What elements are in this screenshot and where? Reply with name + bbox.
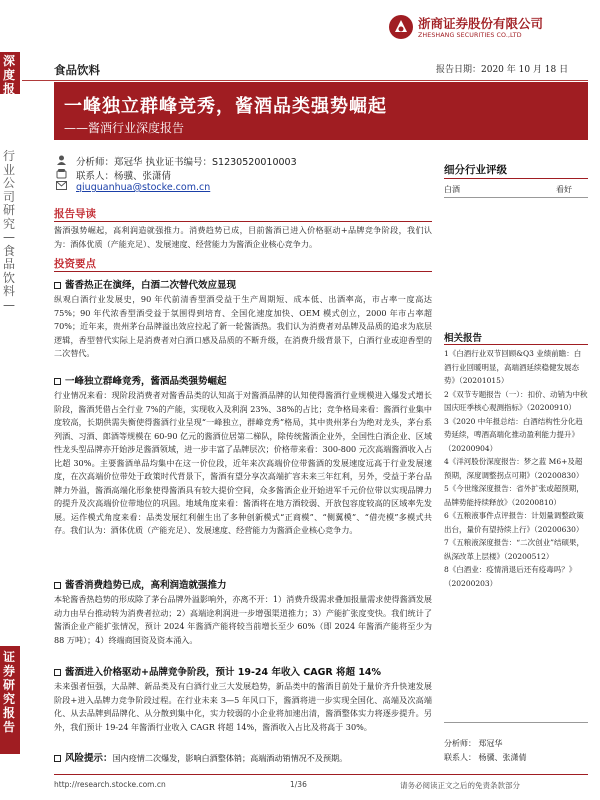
related-report-item[interactable]: 8《白酒业：疫情消退后还有疫毒吗？》（20200203）: [444, 565, 577, 588]
point-4-heading: [54, 664, 381, 678]
checkbox-icon: [54, 669, 61, 676]
brand-mark-icon: [388, 14, 414, 40]
point-1-text: 纵观白酒行业发展史，90 年代前清香型酒受益于生产周期短、成本低、出酒率高，市占率一度高达 75%；90 年代浓香型酒受益于氛围得到培育、全国化速度加快、OEM 模式创立，2000 年市占率超 70%；近年来，贵州茅台品牌溢出效应拉起了新一轮酱酒热。我们认为消费者对品牌及品质的追求为底层逻辑，香型替代实际上是消费者对白酒口感及品质的不断升级，在消费升级背景下，白酒行业或迎香型的二次替代。: [54, 294, 432, 358]
rating-title: 细分行业评级: [444, 164, 507, 176]
related-contact: 联系人： 杨骥、张潇倩: [444, 753, 527, 762]
related-report-item[interactable]: 4《洋河股份深度报告：梦之蓝 M6+及超预期，深度调整拐点可期》（20200830）: [444, 457, 584, 480]
related-reports-title: 相关报告: [444, 333, 483, 344]
side-tag: 深度报告: [3, 54, 16, 110]
related-report-item[interactable]: 3《2020 中年报总结：白酒结构性分化趋势延续，啤酒高端化推动盈利能力提升》（20200904）: [444, 416, 583, 453]
related-analyst: 分析师： 郑冠华: [444, 739, 503, 748]
footer-url-link[interactable]: http://research.stocke.com.cn: [54, 780, 166, 789]
mail-icon: [56, 181, 67, 190]
rating-value: 看好: [556, 185, 572, 194]
brand-name-cn: 浙商证券股份有限公司: [418, 16, 544, 31]
analyst-email-link[interactable]: qiuguanhua@stocke.com.cn: [76, 182, 211, 193]
point-4-title: 酱酒进入价格驱动+品牌竞争阶段，预计 19-24 年收入 CAGR 将超 14%: [65, 667, 382, 678]
point-1-heading: [54, 277, 236, 291]
footer-divider: [54, 774, 588, 775]
invest-divider: [54, 271, 432, 272]
rating-bottom-divider: [444, 197, 588, 198]
point-3-text: 本轮酱香热趋势的形成除了茅台品牌外溢影响外，亦离不开：1）消费升级需求叠加报量需求使得酱酒发展动力由早台推动转为消费者拉动；2）高端途利润进一步增强渠道推力；3）产能扩张度变快。我们统计了酱酒企业产能扩张情况，预计 2024 年酱酒产能将较当前增长至少 60%（即 2024 年酱酒产能将至少为 88 万吨）；4）终端商国资及资本涌入。: [54, 594, 432, 645]
report-title: 一峰独立群峰竞秀，酱酒品类强势崛起: [64, 96, 387, 117]
checkbox-icon: [54, 282, 61, 289]
disclaimer-note: 请务必阅读正文之后的免责条款部分: [400, 781, 520, 790]
risk-text: 国内疫情二次爆发，影响白酒整体销；高端酒动销情况不及预期。: [112, 753, 348, 763]
point-3-heading: [54, 577, 227, 591]
guide-heading: 报告导读: [54, 208, 96, 220]
risk-title: 风险提示：: [65, 753, 113, 764]
report-date: 报告日期：2020 年 10 月 18 日: [436, 65, 569, 75]
rating-divider: [444, 178, 588, 179]
industry-label: 食品饮料: [54, 63, 100, 77]
related-report-item[interactable]: 2《双节专题报告（一）：扣价、动销为中秋国庆旺季核心观测指标》（20200910）: [444, 389, 588, 412]
contact-info: 联系人：杨骥、张潇倩: [76, 171, 172, 182]
point-3-title: 酱香消费趋势已成，高利润造就强推力: [65, 580, 227, 591]
point-2-heading: [54, 373, 227, 387]
related-bottom-divider: [444, 722, 588, 723]
brand-name-en: ZHESHANG SECURITIES CO.,LTD: [418, 32, 522, 39]
report-subtitle: ——酱酒行业深度报告: [64, 121, 185, 135]
person-icon: [56, 155, 67, 165]
related-reports-list: [444, 347, 588, 590]
checkbox-icon: [54, 755, 61, 762]
side-category: 行业公司研究—食品饮料—: [3, 149, 16, 312]
related-report-item[interactable]: 6《五粮液事件点评报告：计划量调整政策出台，量价有望持续上行》（20200630）: [444, 511, 584, 534]
point-4-text: 未来强者恒强，大品牌、新品类及有白酒行业三大发展趋势，新品类中的酱酒目前处于量价齐升快速发展阶段+进入品牌力竞争阶段过程。在行业未来 3—5 年风口下，酱酒将进一步实现全国化、高端及次高端化、从去品牌到品牌化、从分散到集中化，实力较弱的小企业将加速出清，酱酒整体实力将逐步提升。另外，我们预计 19-24 年酱酒行业收入 CAGR 将超 14%，酱酒收入占比及将高于 30%。: [54, 681, 432, 732]
header-divider: [22, 80, 588, 81]
checkbox-icon: [54, 378, 61, 385]
checkbox-icon: [54, 582, 61, 589]
related-report-item[interactable]: 5《今世缘深度报告：省外扩张或超预期，品牌势能持续释放》（20200810）: [444, 484, 584, 507]
page-number: 1/36: [290, 780, 307, 789]
point-1-title: 酱香热正在演绎，白酒二次替代效应显现: [65, 280, 237, 291]
related-divider: [444, 344, 588, 345]
guide-text: 酱酒强势崛起，高利润造就强推力。消费趋势已成，目前酱酒已进入价格驱动+品牌竞争阶段，我们认为：酒体优质（产能充足）、发展速度、经营能力为酱酒企业核心竞争力。: [54, 225, 432, 249]
brand-logo: [388, 12, 588, 46]
guide-divider: [54, 221, 432, 222]
point-2-title: 一峰独立群峰竞秀，酱酒品类强势崛起: [65, 376, 227, 387]
related-report-item[interactable]: 1《白酒行业双节回顾&Q3 业绩前瞻：白酒行业回暖明显，高端酒延续稳健发展态势》（20201015）: [444, 349, 582, 385]
risk-heading: [54, 750, 347, 764]
point-2-text: 行业情况来看：现阶段消费者对酱香品类的认知高于对酱酒品牌的认知使得酱酒行业规模进入爆发式增长阶段，酱酒凭借占全行业 7%的产能，实现收入及利润 23%、38%的占比；竞争格局来看：酱酒行业集中度较高，长期供需失衡使得酱酒行业呈现“一峰独立，群峰竞秀”格局，其中贵州茅台为绝对龙头，茅台系列酒、习酒、郎酒等规模在 60-90 亿元的酱酒位居第二梯队，除传统酱酒企业外，全国性白酒企业、区域性龙头型品牌亦开始涉足酱酒领域，进一步丰富了品牌层次；价格带来看：300-800 元次高端酱酒收入占比超 30%。主要酱酒单品均集中在这一价位段，近年来次高端价位带酱酒的发展速度远高于行业发展速度，在次高端价位带处于政策时代背景下，酱酒有望分享次高端扩容未来三年红利，另外，受益于茅台品牌力外溢，酱酒高端化形象使得酱酒具有较大提价空间，众多酱酒企业开始进军千元价位带以实现品牌力的提升及次高端价位带地位的巩固。地域角度来看：酱酒将在地方酒较弱、开放包容度较高的区域率先发展。运作模式角度来看：品类发展红利催生出了多种创新模式“正商模”、“侧翼模”、“借壳模”多模式共存。我们认为：酒体优质（产能充足）、发展速度、经营能力为酱酒企业核心竞争力。: [54, 390, 432, 535]
side-bottom-label: 证券研究报告: [3, 650, 16, 734]
invest-heading: 投资要点: [54, 258, 96, 270]
rating-sector: 白酒: [444, 185, 460, 194]
analyst-info: 分析师：郑冠华 执业证书编号：S1230520010003: [76, 157, 297, 168]
phone-icon: [56, 168, 67, 179]
related-report-item[interactable]: 7《五粮液深度报告：“二次创业”结硕果，纵深改革上层楼》（20200512）: [444, 538, 584, 561]
